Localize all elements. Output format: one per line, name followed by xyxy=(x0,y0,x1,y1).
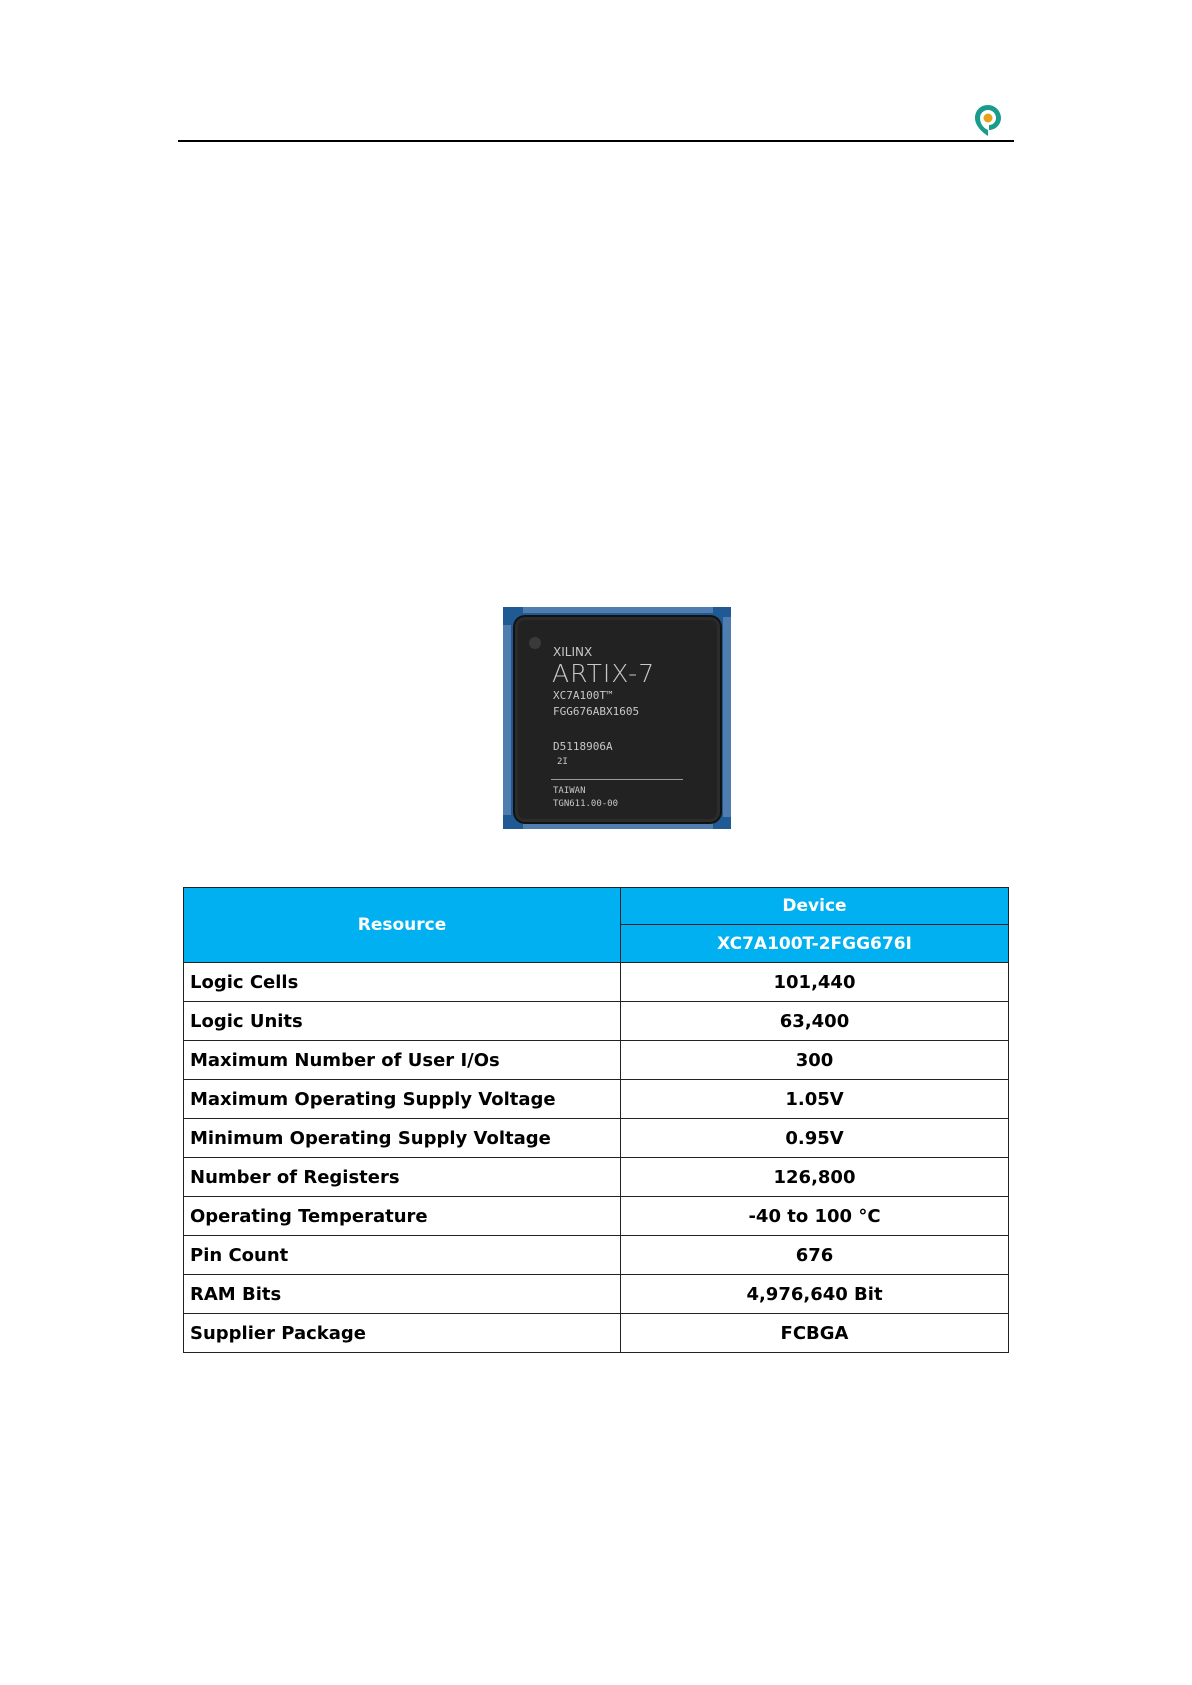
chip-body xyxy=(515,617,720,822)
pin1-marker xyxy=(529,637,541,649)
row-value: 300 xyxy=(621,1041,1009,1080)
row-label: Maximum Operating Supply Voltage xyxy=(184,1080,621,1119)
header-part-number: XC7A100T-2FGG676I xyxy=(621,925,1009,963)
header-rule xyxy=(178,140,1014,142)
chip-package-code: FGG676ABX1605 xyxy=(553,705,640,718)
chip-origin: TAIWAN xyxy=(553,786,586,796)
header-device: Device xyxy=(621,888,1009,925)
chip-rule xyxy=(551,779,683,780)
row-value: 4,976,640 Bit xyxy=(621,1275,1009,1314)
chip-part: XC7A100T™ xyxy=(553,689,613,702)
header-resource: Resource xyxy=(184,888,621,963)
row-value: -40 to 100 °C xyxy=(621,1197,1009,1236)
row-label: Operating Temperature xyxy=(184,1197,621,1236)
row-value: 1.05V xyxy=(621,1080,1009,1119)
row-label: Logic Cells xyxy=(184,963,621,1002)
chip-family: ARTIX-7 xyxy=(552,659,656,688)
table-row xyxy=(184,1197,1009,1236)
chip-code: TGN611.00-00 xyxy=(553,799,619,809)
row-value: 63,400 xyxy=(621,1002,1009,1041)
row-value: 676 xyxy=(621,1236,1009,1275)
chip-brand: XILINX xyxy=(553,645,593,659)
chip-grade: 2I xyxy=(557,757,568,767)
row-label: Logic Units xyxy=(184,1002,621,1041)
row-label: Maximum Number of User I/Os xyxy=(184,1041,621,1080)
fpga-chip-photo xyxy=(503,607,731,829)
row-value: 126,800 xyxy=(621,1158,1009,1197)
chip-lot: D5118906A xyxy=(553,740,613,753)
row-value: 101,440 xyxy=(621,963,1009,1002)
table-row xyxy=(184,1275,1009,1314)
table-row xyxy=(184,1236,1009,1275)
table-row xyxy=(184,1080,1009,1119)
table-row xyxy=(184,1041,1009,1080)
table-row xyxy=(184,1158,1009,1197)
table-row xyxy=(184,1002,1009,1041)
row-label: Pin Count xyxy=(184,1236,621,1275)
row-label: Number of Registers xyxy=(184,1158,621,1197)
row-label: Minimum Operating Supply Voltage xyxy=(184,1119,621,1158)
row-label: RAM Bits xyxy=(184,1275,621,1314)
table-row xyxy=(184,1119,1009,1158)
table-row xyxy=(184,1314,1009,1353)
spec-table xyxy=(183,887,1009,1353)
row-value: FCBGA xyxy=(621,1314,1009,1353)
row-label: Supplier Package xyxy=(184,1314,621,1353)
row-value: 0.95V xyxy=(621,1119,1009,1158)
table-row xyxy=(184,963,1009,1002)
company-logo-icon xyxy=(970,102,1006,138)
